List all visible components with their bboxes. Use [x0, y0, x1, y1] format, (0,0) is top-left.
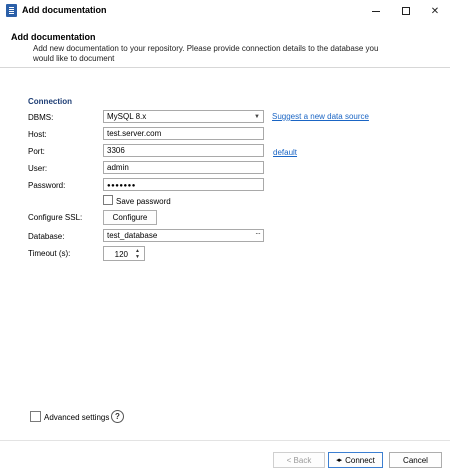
configure-ssl-button[interactable]: Configure: [103, 210, 157, 225]
password-label: Password:: [28, 181, 66, 190]
header-title: Add documentation: [11, 32, 96, 42]
dbms-value: MySQL 8.x: [107, 112, 147, 121]
user-input[interactable]: [103, 161, 264, 174]
database-input[interactable]: [103, 229, 264, 242]
timeout-label: Timeout (s):: [28, 249, 71, 258]
timeout-value: 120: [114, 250, 128, 259]
app-icon: [6, 4, 17, 17]
dbms-label: DBMS:: [28, 113, 54, 122]
database-label: Database:: [28, 232, 65, 241]
help-icon[interactable]: ?: [111, 410, 124, 423]
password-value: ●●●●●●●: [107, 183, 136, 189]
user-value: admin: [107, 163, 129, 172]
footer-divider: [0, 440, 450, 441]
close-icon: ✕: [430, 5, 440, 17]
port-input[interactable]: [103, 144, 264, 157]
maximize-icon: [402, 7, 410, 15]
back-button[interactable]: < Back: [273, 452, 325, 468]
maximize-button[interactable]: [392, 0, 420, 22]
chevron-down-icon[interactable]: ▼: [135, 254, 140, 260]
chevron-down-icon: ▼: [254, 114, 260, 120]
connection-heading: Connection: [28, 97, 72, 106]
advanced-settings-label: Advanced settings: [44, 413, 110, 422]
database-value: test_database: [107, 231, 158, 240]
connect-button[interactable]: [328, 452, 383, 468]
ssl-label: Configure SSL:: [28, 213, 83, 222]
host-label: Host:: [28, 130, 47, 139]
connect-icon: ◂▸: [336, 457, 342, 464]
default-port-link[interactable]: default: [273, 148, 298, 157]
connect-label: Connect: [345, 455, 375, 465]
save-password-checkbox[interactable]: [103, 195, 113, 205]
header-description: Add new documentation to your repository. Please provide connection details to the database you would like to document: [33, 44, 379, 63]
port-value: 3306: [107, 146, 125, 155]
chevron-up-icon[interactable]: ▲: [135, 248, 140, 254]
title-bar: [0, 0, 450, 22]
advanced-settings-checkbox[interactable]: [30, 411, 41, 422]
cancel-button[interactable]: Cancel: [389, 452, 442, 468]
timeout-stepper[interactable]: [103, 246, 145, 261]
close-button[interactable]: [421, 0, 449, 22]
host-value: test.server.com: [107, 129, 162, 138]
password-input[interactable]: [103, 178, 264, 191]
suggest-data-source-link[interactable]: Suggest a new data source: [272, 112, 369, 121]
host-input[interactable]: [103, 127, 264, 140]
dbms-select[interactable]: [103, 110, 264, 123]
minimize-button[interactable]: [362, 0, 390, 22]
save-password-label: Save password: [116, 197, 171, 206]
minimize-icon: [372, 11, 380, 12]
port-label: Port:: [28, 147, 45, 156]
wizard-header: [0, 28, 450, 68]
browse-icon[interactable]: ···: [255, 229, 260, 238]
user-label: User:: [28, 164, 48, 173]
window-title: Add documentation: [22, 5, 107, 15]
